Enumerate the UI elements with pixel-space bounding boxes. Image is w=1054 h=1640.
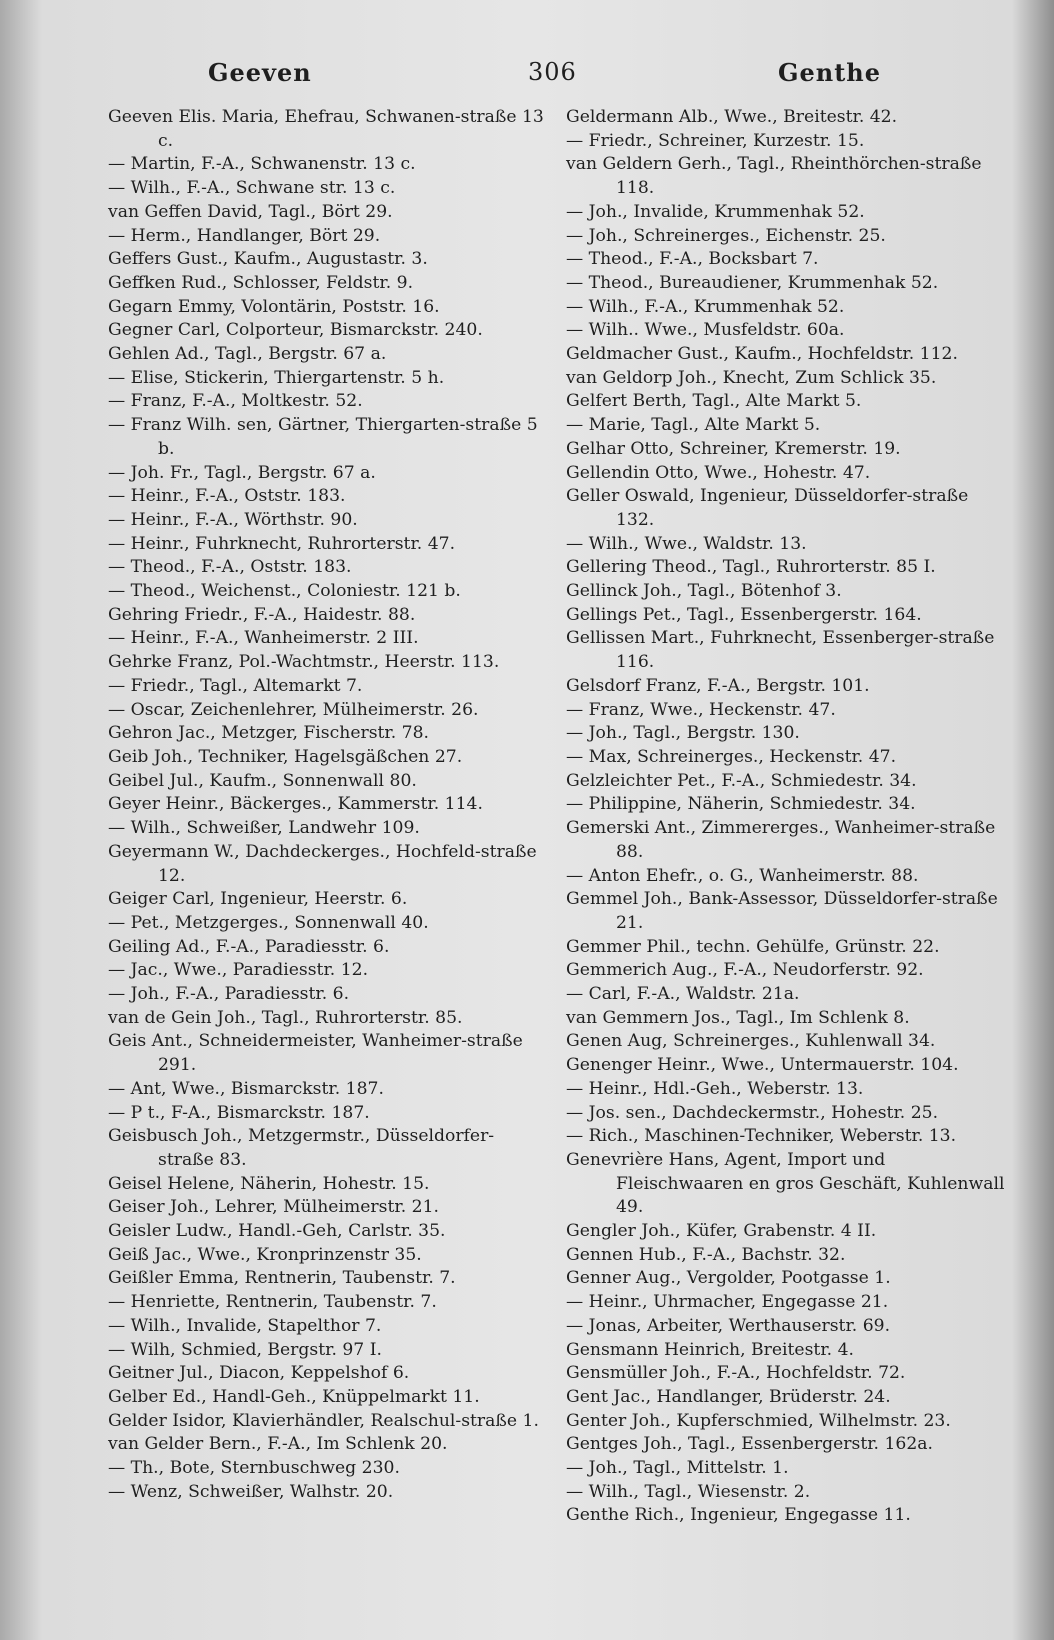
directory-entry: — Rich., Maschinen-Techniker, Weberstr. 13.: [566, 1126, 957, 1147]
directory-entry: — Wilh., F.-A., Krummenhak 52.: [566, 296, 845, 317]
directory-entry: — Heinr., Fuhrknecht, Ruhrorterstr. 47.: [108, 533, 456, 554]
directory-entry: — Joh., Tagl., Mittelstr. 1.: [566, 1458, 789, 1479]
directory-entry: — Henriette, Rentnerin, Taubenstr. 7.: [108, 1292, 437, 1313]
directory-entry: Geibel Jul., Kaufm., Sonnenwall 80.: [108, 770, 417, 791]
directory-entry: Geißler Emma, Rentnerin, Taubenstr. 7.: [108, 1268, 456, 1289]
directory-entry: Geeven Elis. Maria, Ehefrau, Schwanen-straße 13 c.: [108, 107, 544, 151]
directory-entry: — Heinr., F.-A., Wörthstr. 90.: [108, 509, 358, 530]
directory-entry: Geitner Jul., Diacon, Keppelshof 6.: [108, 1363, 410, 1384]
directory-entry: Geffken Rud., Schlosser, Feldstr. 9.: [108, 272, 414, 293]
directory-entry: — Heinr., Uhrmacher, Engegasse 21.: [566, 1292, 889, 1313]
directory-entry: Gelder Isidor, Klavierhändler, Realschul-straße 1.: [108, 1410, 539, 1431]
right-column: [566, 106, 1006, 1528]
directory-entry: Gennen Hub., F.-A., Bachstr. 32.: [566, 1244, 846, 1265]
directory-entry: — Martin, F.-A., Schwanenstr. 13 c.: [108, 154, 416, 175]
directory-entry: van Geldern Gerh., Tagl., Rheinthörchen-straße 118.: [566, 154, 982, 199]
directory-entry: Gemmer Phil., techn. Gehülfe, Grünstr. 22.: [566, 936, 940, 957]
directory-entry: — Joh., Tagl., Bergstr. 130.: [566, 723, 800, 744]
directory-entry: Gelsdorf Franz, F.-A., Bergstr. 101.: [566, 675, 870, 696]
directory-entry: Gelhar Otto, Schreiner, Kremerstr. 19.: [566, 438, 901, 459]
directory-entry: Gehlen Ad., Tagl., Bergstr. 67 a.: [108, 344, 387, 365]
directory-entry: Gehron Jac., Metzger, Fischerstr. 78.: [108, 723, 430, 744]
directory-entry: Geffers Gust., Kaufm., Augustastr. 3.: [108, 249, 428, 270]
directory-entry: — Carl, F.-A., Waldstr. 21a.: [566, 984, 800, 1005]
directory-entry: Geiling Ad., F.-A., Paradiesstr. 6.: [108, 936, 390, 957]
directory-entry: Genevrière Hans, Agent, Import und Fleischwaaren en gros Geschäft, Kuhlenwall 49.: [566, 1149, 1005, 1218]
directory-entry: — Friedr., Schreiner, Kurzestr. 15.: [566, 130, 865, 151]
directory-entry: Gellinck Joh., Tagl., Bötenhof 3.: [566, 581, 842, 602]
directory-entry: — Wilh., Tagl., Wiesenstr. 2.: [566, 1481, 811, 1502]
directory-entry: Geis Ant., Schneidermeister, Wanheimer-straße 291.: [108, 1031, 523, 1076]
directory-entry: Gelber Ed., Handl-Geh., Knüppelmarkt 11.: [108, 1386, 480, 1407]
directory-entry: — Marie, Tagl., Alte Markt 5.: [566, 415, 821, 436]
directory-entry: — Heinr., F.-A., Oststr. 183.: [108, 486, 346, 507]
directory-entry: Gemmel Joh., Bank-Assessor, Düsseldorfer-straße 21.: [566, 889, 998, 933]
directory-entry: Gensmüller Joh., F.-A., Hochfeldstr. 72.: [566, 1363, 906, 1384]
directory-entry: — Wenz, Schweißer, Walhstr. 20.: [108, 1481, 394, 1502]
directory-entry: Geisbusch Joh., Metzgermstr., Düsseldorfer-straße 83.: [108, 1126, 495, 1170]
directory-entry: Gellendin Otto, Wwe., Hohestr. 47.: [566, 462, 871, 483]
directory-entry: — Anton Ehefr., o. G., Wanheimerstr. 88.: [566, 865, 919, 886]
left-column: [108, 106, 548, 1504]
directory-entry: Gellering Theod., Tagl., Ruhrorterstr. 85 I.: [566, 557, 936, 578]
directory-entry: Gelzleichter Pet., F.-A., Schmiedestr. 34.: [566, 770, 917, 791]
page-header: [88, 58, 1018, 94]
directory-entry: — Oscar, Zeichenlehrer, Mülheimerstr. 26.: [108, 699, 479, 720]
directory-entry: Gellissen Mart., Fuhrknecht, Essenberger-straße 116.: [566, 628, 995, 673]
header-right-catchword: Genthe: [778, 58, 882, 87]
directory-entry: — Theod., F.-A., Bocksbart 7.: [566, 249, 819, 270]
directory-entry: Geisel Helene, Näherin, Hohestr. 15.: [108, 1173, 430, 1194]
directory-entry: — Franz Wilh. sen, Gärtner, Thiergarten-straße 5 b.: [108, 415, 538, 459]
directory-entry: — Joh. Fr., Tagl., Bergstr. 67 a.: [108, 462, 376, 483]
directory-entry: Geyermann W., Dachdeckerges., Hochfeld-straße 12.: [108, 841, 537, 886]
directory-entry: Gensmann Heinrich, Breitestr. 4.: [566, 1339, 854, 1360]
directory-entry: — Joh., F.-A., Paradiesstr. 6.: [108, 984, 350, 1005]
directory-entry: Geyer Heinr., Bäckerges., Kammerstr. 114.: [108, 794, 483, 815]
directory-entry: — Jonas, Arbeiter, Werthauserstr. 69.: [566, 1315, 891, 1336]
directory-entry: — Theod., Bureaudiener, Krummenhak 52.: [566, 272, 939, 293]
directory-entry: Gelfert Berth, Tagl., Alte Markt 5.: [566, 391, 862, 412]
directory-entry: Genner Aug., Vergolder, Pootgasse 1.: [566, 1268, 891, 1289]
directory-entry: — Heinr., Hdl.-Geh., Weberstr. 13.: [566, 1078, 864, 1099]
directory-entry: Genthe Rich., Ingenieur, Engegasse 11.: [566, 1505, 911, 1526]
directory-entry: Geisler Ludw., Handl.-Geh, Carlstr. 35.: [108, 1221, 446, 1242]
page-number: 306: [528, 58, 577, 86]
header-left-catchword: Geeven: [208, 58, 312, 87]
directory-entry: Geller Oswald, Ingenieur, Düsseldorfer-straße 132.: [566, 486, 969, 530]
directory-entry: Gellings Pet., Tagl., Essenbergerstr. 164.: [566, 604, 922, 625]
directory-entry: — Theod., F.-A., Oststr. 183.: [108, 557, 352, 578]
directory-entry: van Geldorp Joh., Knecht, Zum Schlick 35.: [566, 367, 937, 388]
directory-entry: — Ant, Wwe., Bismarckstr. 187.: [108, 1078, 384, 1099]
directory-entry: — Herm., Handlanger, Bört 29.: [108, 225, 381, 246]
directory-page: [88, 44, 1018, 1624]
directory-entry: Gentges Joh., Tagl., Essenbergerstr. 162a.: [566, 1434, 934, 1455]
directory-entry: — Friedr., Tagl., Altemarkt 7.: [108, 675, 363, 696]
directory-entry: Gengler Joh., Küfer, Grabenstr. 4 II.: [566, 1221, 877, 1242]
directory-entry: Gemerski Ant., Zimmererges., Wanheimer-straße 88.: [566, 818, 996, 862]
directory-entry: — Franz, F.-A., Moltkestr. 52.: [108, 391, 363, 412]
directory-entry: — Joh., Invalide, Krummenhak 52.: [566, 201, 865, 222]
directory-entry: van Geffen David, Tagl., Bört 29.: [108, 201, 393, 222]
directory-entry: Gemmerich Aug., F.-A., Neudorferstr. 92.: [566, 960, 924, 981]
directory-entry: Gent Jac., Handlanger, Brüderstr. 24.: [566, 1386, 891, 1407]
directory-entry: Genen Aug, Schreinerges., Kuhlenwall 34.: [566, 1031, 936, 1052]
directory-entry: Geib Joh., Techniker, Hagelsgäßchen 27.: [108, 746, 463, 767]
directory-entry: — Joh., Schreinerges., Eichenstr. 25.: [566, 225, 886, 246]
directory-entry: Genter Joh., Kupferschmied, Wilhelmstr. 23.: [566, 1410, 951, 1431]
directory-entry: — P t., F-A., Bismarckstr. 187.: [108, 1102, 370, 1123]
directory-entry: — Wilh, Schmied, Bergstr. 97 I.: [108, 1339, 382, 1360]
directory-entry: — Philippine, Näherin, Schmiedestr. 34.: [566, 794, 916, 815]
directory-entry: — Elise, Stickerin, Thiergartenstr. 5 h.: [108, 367, 445, 388]
directory-entry: Geldermann Alb., Wwe., Breitestr. 42.: [566, 107, 898, 127]
directory-entry: — Th., Bote, Sternbuschweg 230.: [108, 1458, 400, 1479]
directory-entry: — Wilh., Wwe., Waldstr. 13.: [566, 533, 807, 554]
directory-entry: — Wilh.. Wwe., Musfeldstr. 60a.: [566, 320, 845, 341]
directory-entry: — Jac., Wwe., Paradiesstr. 12.: [108, 960, 369, 981]
directory-entry: — Wilh., Invalide, Stapelthor 7.: [108, 1315, 382, 1336]
directory-entry: Geiger Carl, Ingenieur, Heerstr. 6.: [108, 889, 408, 910]
directory-entry: — Theod., Weichenst., Coloniestr. 121 b.: [108, 581, 461, 602]
directory-entry: — Wilh., Schweißer, Landwehr 109.: [108, 818, 420, 839]
directory-entry: — Heinr., F.-A., Wanheimerstr. 2 III.: [108, 628, 419, 649]
directory-entry: — Pet., Metzgerges., Sonnenwall 40.: [108, 912, 429, 933]
directory-entry: Genenger Heinr., Wwe., Untermauerstr. 104.: [566, 1055, 959, 1076]
directory-entry: — Franz, Wwe., Heckenstr. 47.: [566, 699, 836, 720]
directory-entry: van Gemmern Jos., Tagl., Im Schlenk 8.: [566, 1007, 910, 1028]
directory-entry: Gegarn Emmy, Volontärin, Poststr. 16.: [108, 296, 440, 317]
directory-entry: Gehrke Franz, Pol.-Wachtmstr., Heerstr. 113.: [108, 652, 500, 673]
directory-entry: Geiß Jac., Wwe., Kronprinzenstr 35.: [108, 1244, 422, 1265]
directory-entry: Gegner Carl, Colporteur, Bismarckstr. 240.: [108, 320, 483, 341]
directory-entry: van de Gein Joh., Tagl., Ruhrorterstr. 85.: [108, 1007, 463, 1028]
directory-entry: Gehring Friedr., F.-A., Haidestr. 88.: [108, 604, 416, 625]
directory-entry: Geldmacher Gust., Kaufm., Hochfeldstr. 112.: [566, 344, 958, 365]
directory-entry: — Jos. sen., Dachdeckermstr., Hohestr. 25.: [566, 1102, 939, 1123]
directory-entry: — Wilh., F.-A., Schwane str. 13 c.: [108, 178, 396, 199]
directory-entry: — Max, Schreinerges., Heckenstr. 47.: [566, 746, 897, 767]
directory-entry: Geiser Joh., Lehrer, Mülheimerstr. 21.: [108, 1197, 439, 1218]
directory-entry: van Gelder Bern., F.-A., Im Schlenk 20.: [108, 1434, 448, 1455]
